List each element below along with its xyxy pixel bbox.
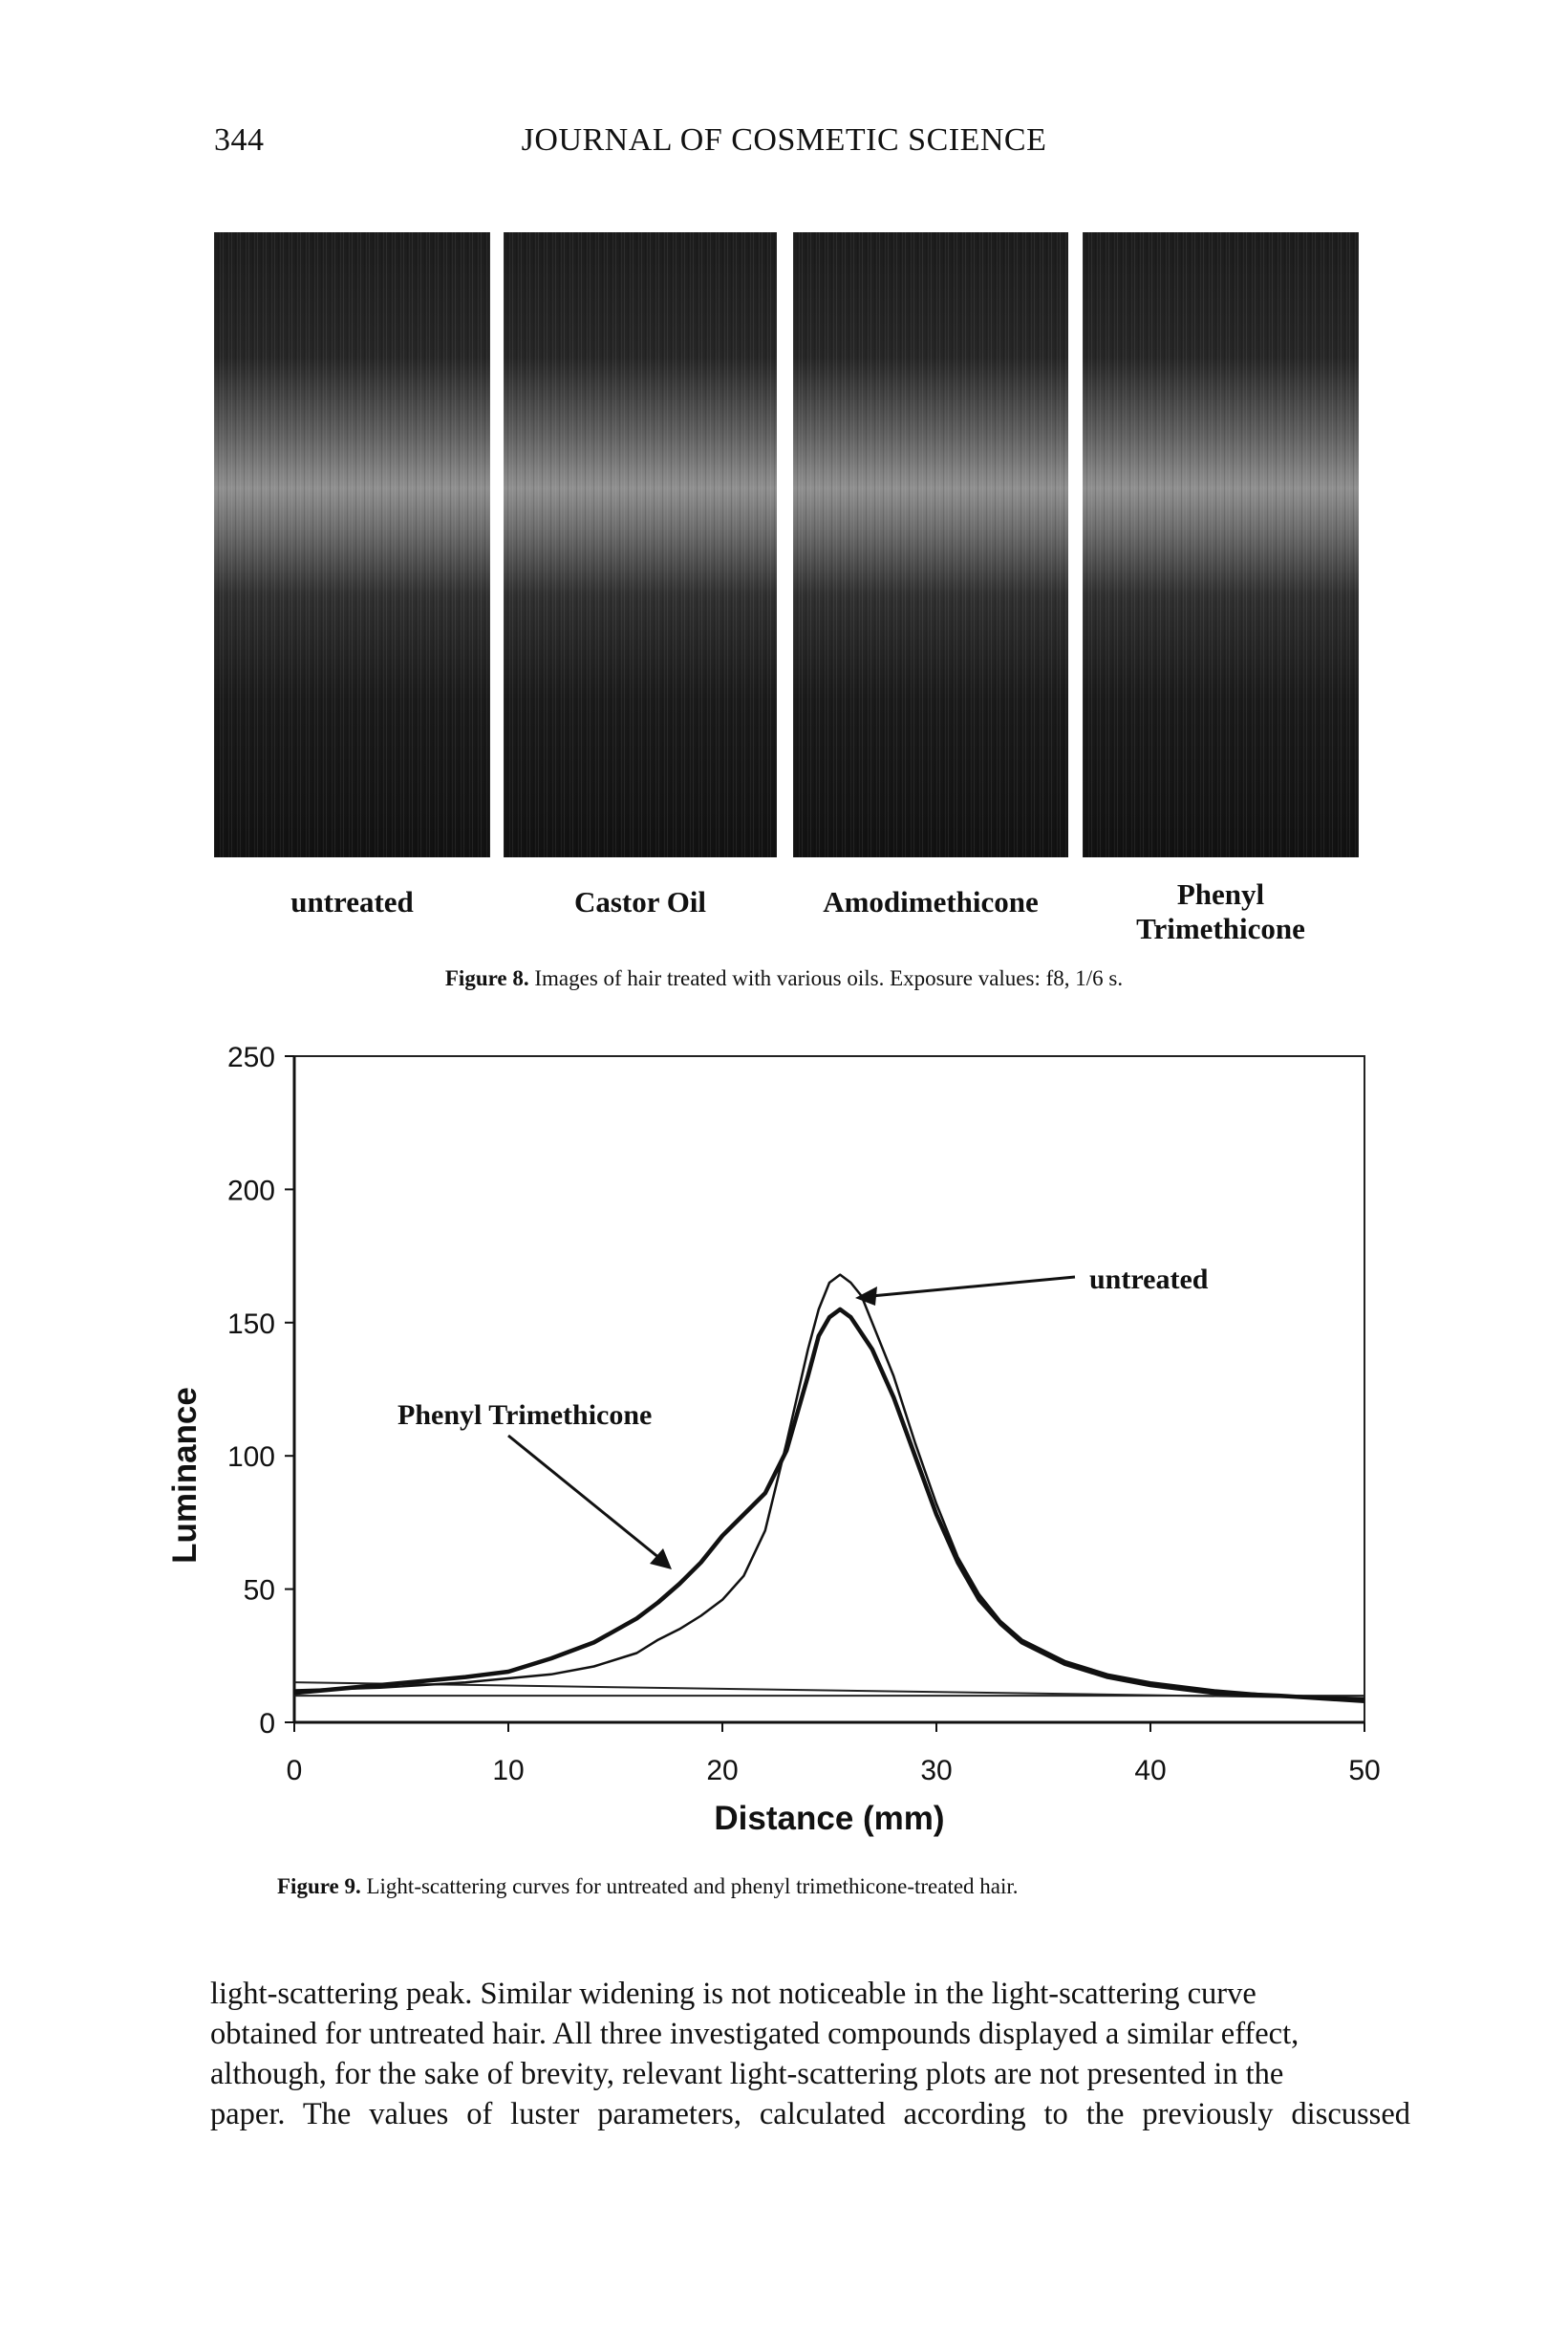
x-tick-label: 0 [286,1755,303,1786]
y-tick-label: 150 [226,1308,275,1340]
x-tick-label: 40 [1134,1755,1167,1786]
x-tick-label: 30 [920,1755,953,1786]
annotation-arrow-untreated [871,1277,1075,1296]
annotation-untreated: untreated [1089,1264,1209,1295]
y-tick-label: 0 [259,1708,275,1740]
series-untreated-line [294,1275,1364,1698]
panel-label-untreated: untreated [290,885,414,919]
y-tick-label: 100 [226,1441,275,1474]
panel-label-amodimethicone: Amodimethicone [823,885,1039,919]
series-phenyl-trimethicone-line [294,1309,1364,1701]
page-number: 344 [214,122,265,158]
body-line: although, for the sake of brevity, relevant light-scattering plots are not presented in the [210,2057,1284,2091]
body-line: paper. The values of luster parameters, calculated according to the previously discussed [210,2097,1410,2131]
annotation-phenyl-trimethicone: Phenyl Trimethicone [397,1399,653,1431]
annotation-arrow-phenyl-trimethicone [508,1436,659,1558]
panel-label-line-2: Trimethicone [1136,912,1305,945]
annotation-arrowhead-untreated [855,1286,877,1306]
journal-title: JOURNAL OF COSMETIC SCIENCE [521,122,1047,158]
body-line: light-scattering peak. Similar widening is not noticeable in the light-scattering curve [210,1977,1257,2011]
figure8-caption-text: Images of hair treated with various oils. Exposure values: f8, 1/6 s. [534,966,1124,990]
figure9-caption-label: Figure 9. [277,1874,361,1898]
figure9-caption-text: Light-scattering curves for untreated and phenyl trimethicone-treated hair. [366,1874,1019,1898]
panel-label-line-1: Phenyl [1176,877,1265,911]
figure8-caption-label: Figure 8. [444,966,529,990]
x-tick-label: 20 [706,1755,739,1786]
body-paragraph [210,1974,1410,2134]
y-tick-label: 200 [226,1175,275,1207]
panel-label-castor-oil: Castor Oil [573,885,707,919]
plot-frame [294,1056,1364,1722]
body-line: obtained for untreated hair. All three investigated compounds displayed a similar effect, [210,2017,1300,2051]
x-tick-label: 10 [492,1755,525,1786]
figure9-caption [277,1873,1019,1900]
y-tick-label: 250 [226,1042,275,1073]
x-tick-label: 50 [1348,1755,1381,1786]
y-axis-label: Luminance [166,1387,204,1564]
x-axis-label: Distance (mm) [714,1800,945,1837]
y-tick-label: 50 [243,1574,275,1607]
